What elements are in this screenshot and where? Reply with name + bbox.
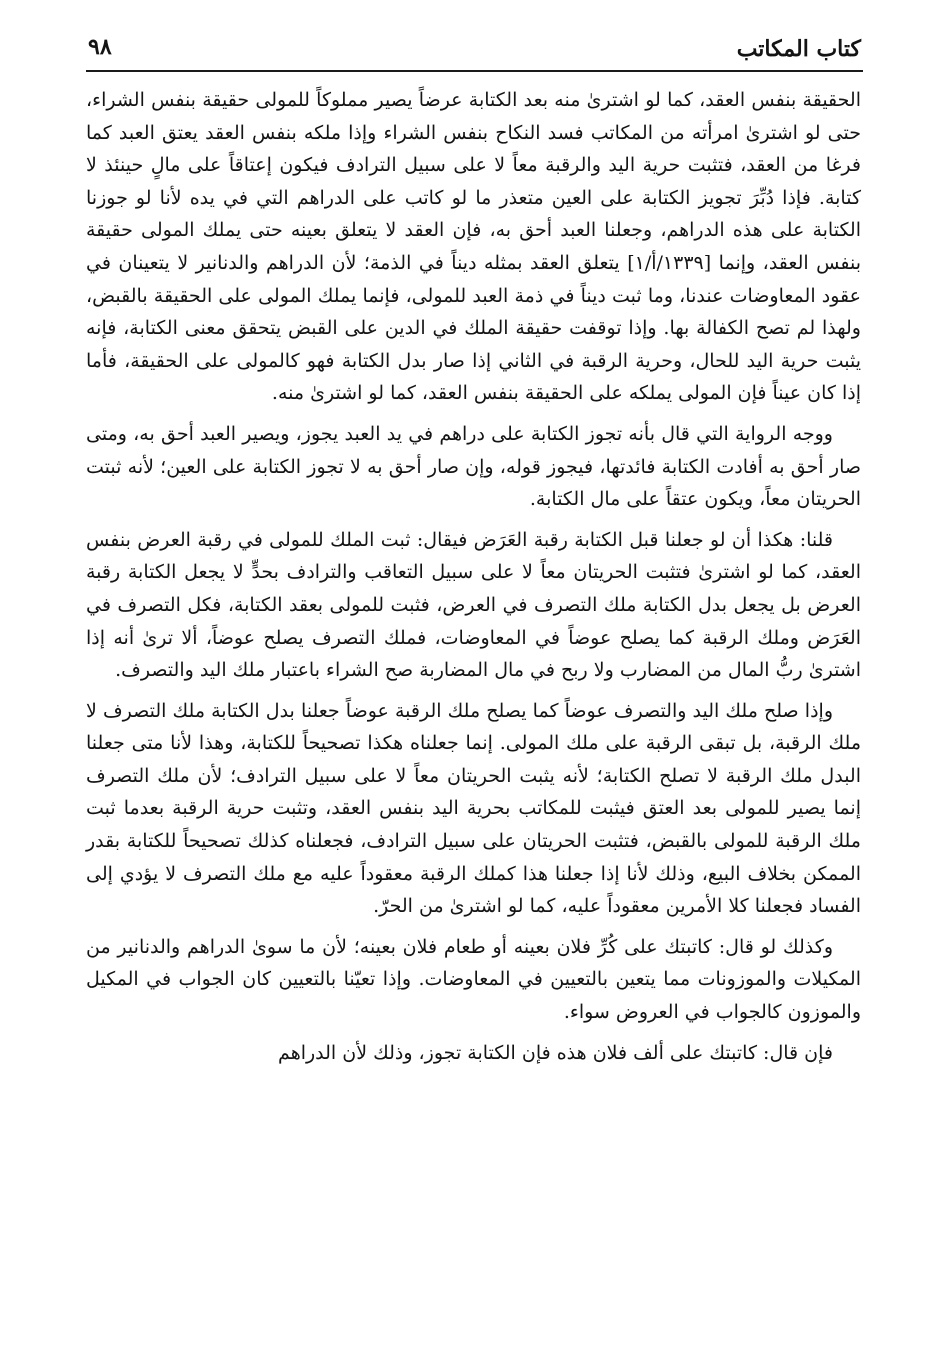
running-header [88, 28, 861, 70]
header-rule [86, 70, 863, 72]
paragraph-5: وكذلك لو قال: كاتبتك على كُرِّ فلان بعينه أو طعام فلان بعينه؛ لأن ما سوىٰ الدراهم والدنانير من المكيلات والموزونات مما يتعين بالتعيين في المعاوضات. وإذا تعيّنا بالتعيين كان الجواب في المكيل والموزون كالجواب في العروض سواء. [86, 935, 861, 1024]
paragraph-3: قلنا: هكذا أن لو جعلنا قبل الكتابة رقبة العَرَض فيقال: ثبت الملك للمولى في رقبة العرض بنفس العقد، كما لو اشترىٰ فتثبت الحريتان معاً لا على سبيل التعاقب والترادف بحدٍّ لا يجعل الكتابة رقبة العرض بل يجعل بدل الكتابة ملك التصرف في العرض، فثبت للمولى بعقد الكتابة، فكل التصرف في العَرَض وملك الرقبة كما يصلح عوضاً في المعاوضات، فملك التصرف يصلح عوضاً، ألا ترىٰ أنه إذا اشترىٰ ربُّ المال من المضارب ولا ربح في مال المضاربة صح الشراء باعتبار ملك اليد والتصرف. [86, 528, 861, 682]
paragraph-4: وإذا صلح ملك اليد والتصرف عوضاً كما يصلح ملك الرقبة عوضاً جعلنا بدل الكتابة ملك التصرف لا ملك الرقبة، بل تبقى الرقبة على ملك المولى. إنما جعلناه هكذا تصحيحاً للكتابة، وهذا لأنا متى جعلنا البدل ملك الرقبة لا تصلح الكتابة؛ لأنه يثبت الحريتان معاً لا على سبيل الترادف؛ لأن ملك التصرف إنما يصير للمولى بعد العتق فيثبت للمكاتب بحرية اليد بنفس العقد، وتثبت حرية الرقبة بعدما ثبت ملك الرقبة للمولى بالقبض، فتثبت الحريتان على سبيل الترادف، فجعلناه كذلك تصحيحاً للكتابة بقدر الممكن بخلاف البيع، وذلك لأنا إذا جعلنا هذا كملك الرقبة معقوداً عليه مع ملك التصرف لا يؤدي إلى الفساد فجعلنا كلا الأمرين معقوداً عليه، كما لو اشترىٰ من الحرّ. [86, 699, 861, 918]
paragraph-6: فإن قال: كاتبتك على ألف فلان هذه فإن الكتابة تجوز، وذلك لأن الدراهم [278, 1041, 833, 1064]
paragraph-1: الحقيقة بنفس العقد، كما لو اشترىٰ منه بعد الكتابة عرضاً يصير مملوكاً للمولى حقيقة بنفس الشراء، حتى لو اشترىٰ امرأته من المكاتب فسد النكاح بنفس الشراء وإذا ملكه بنفس العقد يعتق العبد كما فرغا من العقد، فتثبت حرية اليد والرقبة معاً لا على سبيل الترادف فيكون إعتاقاً على مالٍ حينئذ لا كتابة. فإذا دُبِّرَ تجويز الكتابة على العين متعذر ما لو كاتب على الدراهم التي في يده لأنا لو جوزنا الكتابة على هذه الدراهم، وجعلنا العبد أحق به، فإن العقد لا يتعلق بعينه حتى يملك المولى حقيقة بنفس العقد، وإنما [١٣٣٩/أ/١] يتعلق العقد بمثله ديناً في الذمة؛ لأن الدراهم والدنانير لا يتعينان في عقود المعاوضات عندنا، وما ثبت ديناً في ذمة العبد للمولى، فإنما يملك المولى على الحقيقة بالقبض، ولهذا لم تصح الكفالة بها. وإذا توقفت حقيقة الملك في الدين على القبض يتحقق معنى الكتابة، فإنه يثبت حرية اليد للحال، وحرية الرقبة في الثاني إذا صار بدل الكتابة فهو كالمولى على الحقيقة، فأما إذا كان عيناً فإن المولى يملكه على الحقيقة بنفس العقد، كما لو اشترىٰ منه. [86, 89, 861, 405]
page-number: ٩٨ [88, 34, 112, 60]
running-title: كتاب المكاتب [736, 36, 861, 62]
body-text [86, 84, 861, 1077]
paragraph-2: ووجه الرواية التي قال بأنه تجوز الكتابة على دراهم في يد العبد يجوز، ويصير العبد أحق به، ومتى صار أحق به أفادت الكتابة فائدتها، فيجوز قوله، وإن صار أحق به لا تجوز الكتابة على العين؛ لأنه ثبتت الحريتان معاً، ويكون عتقاً على مال الكتابة. [86, 422, 861, 511]
